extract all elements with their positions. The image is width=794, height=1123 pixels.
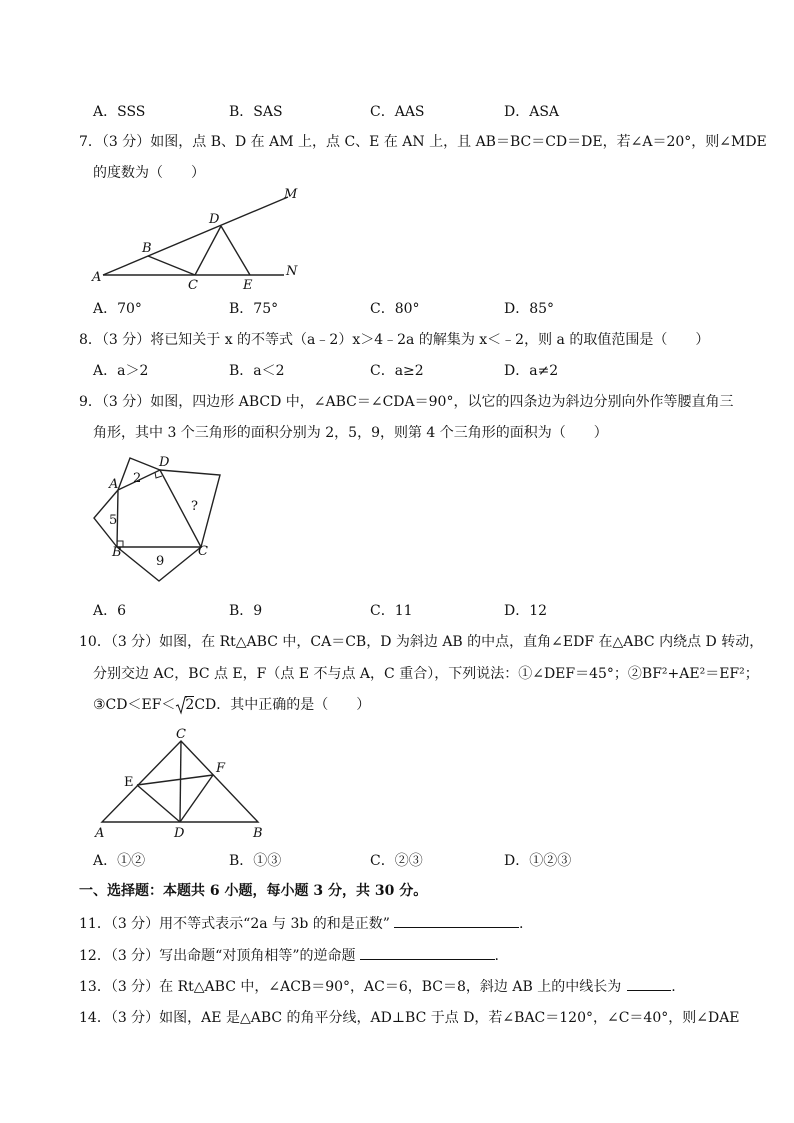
- q10-text-line1: 10．（3 分）如图，在 Rt△ABC 中，CA＝CB，D 为斜边 AB 的中点，直角∠EDF 在△ABC 内绕点 D 转动，: [79, 634, 764, 650]
- q9-option-a: A．6: [93, 603, 127, 619]
- q8-option-b: B．a＜2: [229, 363, 285, 379]
- q12-text: 12．（3 分）写出命题“对顶角相等”的逆命题: [79, 948, 356, 964]
- q8-options: [93, 361, 653, 381]
- q8-option-d: D．a≠2: [504, 363, 559, 379]
- q6-option-a: A．SSS: [93, 104, 146, 120]
- q7-label-b: B: [142, 241, 152, 256]
- q10-option-c: C．②③: [370, 853, 423, 869]
- q10-text-line2: 分别交边 AC，BC 点 E，F（点 E 不与点 A，C 重合），下列说法：①∠DEF＝45°；②BF²+AE²＝EF²；: [93, 666, 759, 682]
- q10-option-a: A．①②: [93, 853, 146, 869]
- q10-segment-cd: [180, 741, 181, 822]
- q7-text-line2: 的度数为（ ）: [93, 165, 205, 181]
- q12-end: .: [494, 948, 499, 964]
- q9-option-d: D．12: [504, 603, 548, 619]
- q10-segment-ed: [137, 785, 180, 822]
- q10-text-line3: [93, 695, 370, 715]
- q7-option-d: D．85°: [504, 301, 555, 317]
- q10-option-d: D．①②③: [504, 853, 572, 869]
- q11-text: 11．（3 分）用不等式表示“2a 与 3b 的和是正数”: [79, 916, 390, 932]
- q13-end: .: [671, 979, 676, 995]
- q6-options: [93, 102, 653, 122]
- q10-label-c: C: [176, 727, 186, 742]
- q7-label-m: M: [284, 187, 298, 202]
- q9-area-5: 5: [109, 513, 118, 528]
- q10-line3-part1: ③CD＜EF＜: [93, 697, 176, 713]
- q9-text-line1: 9．（3 分）如图，四边形 ABCD 中，∠ABC＝∠CDA＝90°，以它的四条边为斜边分别向外作等腰直角三: [79, 394, 734, 410]
- q8-text-line1: 8．（3 分）将已知关于 x 的不等式（a﹣2）x＞4﹣2a 的解集为 x＜﹣2，则 a 的取值范围是（ ）: [79, 332, 710, 348]
- q14-line: 14．（3 分）如图，AE 是△ABC 的角平分线，AD⊥BC 于点 D，若∠BAC＝120°，∠C＝40°，则∠DAE: [79, 1010, 740, 1026]
- q10-option-b: B．①③: [229, 853, 282, 869]
- q7-option-b: B．75°: [229, 301, 279, 317]
- q9-figure: [88, 450, 238, 590]
- q10-options: [93, 851, 653, 871]
- section-title: 一、选择题：本题共 6 小题，每小题 3 分，共 30 分。: [79, 883, 428, 899]
- q13-answer-blank[interactable]: [627, 976, 671, 991]
- q10-segment-fd: [180, 775, 213, 822]
- q7-label-d: D: [209, 212, 220, 227]
- q10-label-a: A: [95, 826, 105, 841]
- q7-label-c: C: [188, 278, 198, 292]
- q9-label-b: B: [112, 545, 122, 560]
- q9-label-c: C: [198, 544, 208, 559]
- q10-figure: [88, 720, 278, 845]
- q7-option-c: C．80°: [370, 301, 420, 317]
- q9-triangle-dc: [160, 470, 220, 547]
- q13-text: 13．（3 分）在 Rt△ABC 中，∠ACB＝90°，AC＝6，BC＝8，斜边 AB 上的中线长为: [79, 979, 622, 995]
- q7-label-a: A: [92, 270, 102, 285]
- q12-answer-blank[interactable]: [360, 945, 495, 960]
- q7-option-a: A．70°: [93, 301, 142, 317]
- q9-label-d: D: [159, 455, 170, 470]
- q10-label-b: B: [253, 826, 263, 841]
- q10-sqrt-symbol: [175, 695, 194, 715]
- q10-line3-part2: CD．其中正确的是（ ）: [194, 697, 371, 713]
- q9-option-b: B．9: [229, 603, 263, 619]
- q9-label-a: A: [109, 477, 119, 492]
- q9-area-unknown: ?: [191, 499, 198, 514]
- q10-label-d: D: [174, 826, 185, 841]
- q10-segment-ef: [137, 775, 213, 785]
- q7-text-line1: 7．（3 分）如图，点 B、D 在 AM 上，点 C、E 在 AN 上，且 AB＝BC＝CD＝DE，若∠A＝20°，则∠MDE: [79, 134, 767, 150]
- q11-line: [79, 913, 523, 934]
- q7-segment-de: [221, 226, 250, 275]
- q12-line: [79, 945, 499, 966]
- q11-end: .: [518, 916, 524, 932]
- q9-text-line2: 角形，其中 3 个三角形的面积分别为 2，5，9，则第 4 个三角形的面积为（ ）: [93, 425, 608, 441]
- q13-line: [79, 976, 676, 997]
- q6-option-c: C．AAS: [370, 104, 425, 120]
- q9-area-9: 9: [156, 554, 165, 569]
- q10-sqrt-radicand: 2: [185, 697, 195, 713]
- q11-answer-blank[interactable]: [394, 913, 519, 928]
- q9-area-2: 2: [133, 471, 142, 486]
- q7-label-e: E: [243, 278, 253, 292]
- q9-option-c: C．11: [370, 603, 413, 619]
- q6-option-d: D．ASA: [504, 104, 560, 120]
- q8-option-c: C．a≥2: [370, 363, 424, 379]
- q7-label-n: N: [286, 264, 298, 279]
- radical-sign-icon: [175, 695, 187, 715]
- q10-label-f: F: [216, 761, 226, 776]
- q7-segment-bc: [148, 256, 195, 275]
- q10-label-e: E: [124, 775, 134, 790]
- q7-figure: [88, 182, 318, 292]
- q8-option-a: A．a＞2: [93, 363, 149, 379]
- q6-option-b: B．SAS: [229, 104, 283, 120]
- q9-quadrilateral-abcd: [117, 470, 201, 547]
- q7-ray-am: [103, 197, 288, 275]
- q9-options: [93, 601, 653, 621]
- q7-options: [93, 299, 653, 319]
- q7-segment-cd: [195, 226, 221, 275]
